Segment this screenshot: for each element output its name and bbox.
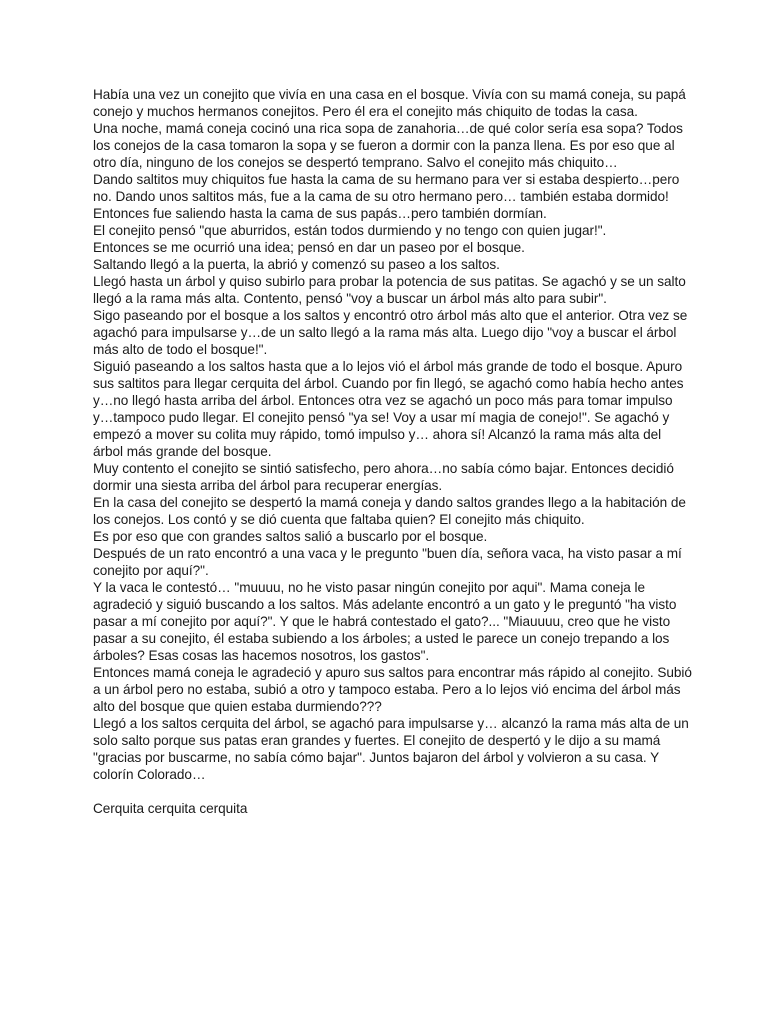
paragraph-17: Llegó a los saltos cerquita del árbol, se agachó para impulsarse y… alcanzó la rama más alta de un solo salto porque sus patas eran grandes y fuertes. El conejito de despertó y le dijo a su mamá "gracias por buscarme, no sabía cómo bajar". Juntos bajaron del árbol y volvieron a su casa. Y colorín Colorado… — [93, 716, 689, 782]
paragraph-10: Siguió paseando a los saltos hasta que a lo lejos vió el árbol más grande de todo el bosque. Apuro sus saltitos para llegar cerquita del árbol. Cuando por fin llegó, se agachó como había hecho antes y…no llegó hasta arriba del árbol. Entonces otra vez se agachó un poco más para tomar impulso y…tampoco pudo llegar. El conejito pensó "ya se! Voy a usar mí magia de conejo!". Se agachó y empezó a mover su colita muy rápido, tomó impulso y… ahora sí! Alcanzó la rama más alta del árbol más grande del bosque. — [93, 359, 684, 459]
paragraph-4: Entonces fue saliendo hasta la cama de sus papás…pero también dormían. — [93, 206, 547, 221]
paragraph-2: Una noche, mamá coneja cocinó una rica sopa de zanahoria…de qué color sería esa sopa? Todos los conejos de la casa tomaron la sopa y se fueron a dormir con la panza llena. Es por eso que al otro día, ninguno de los conejos se despertó temprano. Salvo el conejito más chiquito… — [93, 121, 683, 170]
paragraph-8: Llegó hasta un árbol y quiso subirlo para probar la potencia de sus patitas. Se agachó y se un salto llegó a la rama más alta. Contento, pensó "voy a buscar un árbol más alto para subir". — [93, 274, 686, 306]
paragraph-1: Había una vez un conejito que vivía en una casa en el bosque. Vivía con su mamá coneja, su papá conejo y muchos hermanos conejitos. Pero él era el conejito más chiquito de todas la casa. — [93, 87, 686, 119]
paragraph-15: Y la vaca le contestó… "muuuu, no he visto pasar ningún conejito por aqui". Mama coneja le agradeció y siguió buscando a los saltos. Más adelante encontró a un gato y le preguntó "ha visto pasar a mí conejito por aquí?". Y que le habrá contestado el gato?... "Miauuuu, creo que he visto pasar a su conejito, él estaba subiendo a los árboles; a usted le parece un conejo trepando a los árboles? Esas cosas las hacemos nosotros, los gastos". — [93, 580, 677, 663]
paragraph-16: Entonces mamá coneja le agradeció y apuro sus saltos para encontrar más rápido al conejito. Subió a un árbol pero no estaba, subió a otro y tampoco estaba. Pero a lo lejos vió encima del árbol más alto del bosque que quien estaba durmiendo??? — [93, 665, 692, 714]
paragraph-12: En la casa del conejito se despertó la mamá coneja y dando saltos grandes llego a la habitación de los conejos. Los contó y se dió cuenta que faltaba quien? El conejito más chiquito. — [93, 495, 686, 527]
paragraph-14: Después de un rato encontró a una vaca y le pregunto "buen día, señora vaca, ha visto pasar a mí conejito por aquí?". — [93, 546, 682, 578]
paragraph-5: El conejito pensó "que aburridos, están todos durmiendo y no tengo con quien jugar!". — [93, 223, 607, 238]
paragraph-7: Saltando llegó a la puerta, la abrió y comenzó su paseo a los saltos. — [93, 257, 500, 272]
paragraph-6: Entonces se me ocurrió una idea; pensó en dar un paseo por el bosque. — [93, 240, 525, 255]
paragraph-11: Muy contento el conejito se sintió satisfecho, pero ahora…no sabía cómo bajar. Entonces decidió dormir una siesta arriba del árbol para recuperar energías. — [93, 461, 674, 493]
paragraph-9: Sigo paseando por el bosque a los saltos y encontró otro árbol más alto que el anterior. Otra vez se agachó para impulsarse y…de un salto llegó a la rama más alta. Luego dijo "voy a buscar el árbol más alto de todo el bosque!". — [93, 308, 688, 357]
paragraph-3: Dando saltitos muy chiquitos fue hasta la cama de su hermano para ver si estaba despierto…pero no. Dando unos saltitos más, fue a la cama de su otro hermano pero… también estaba dormido! — [93, 172, 680, 204]
closing-line: Cerquita cerquita cerquita — [93, 801, 248, 816]
paragraph-13: Es por eso que con grandes saltos salió a buscarlo por el bosque. — [93, 529, 488, 544]
blank-line — [93, 783, 693, 800]
document-page — [93, 86, 693, 817]
